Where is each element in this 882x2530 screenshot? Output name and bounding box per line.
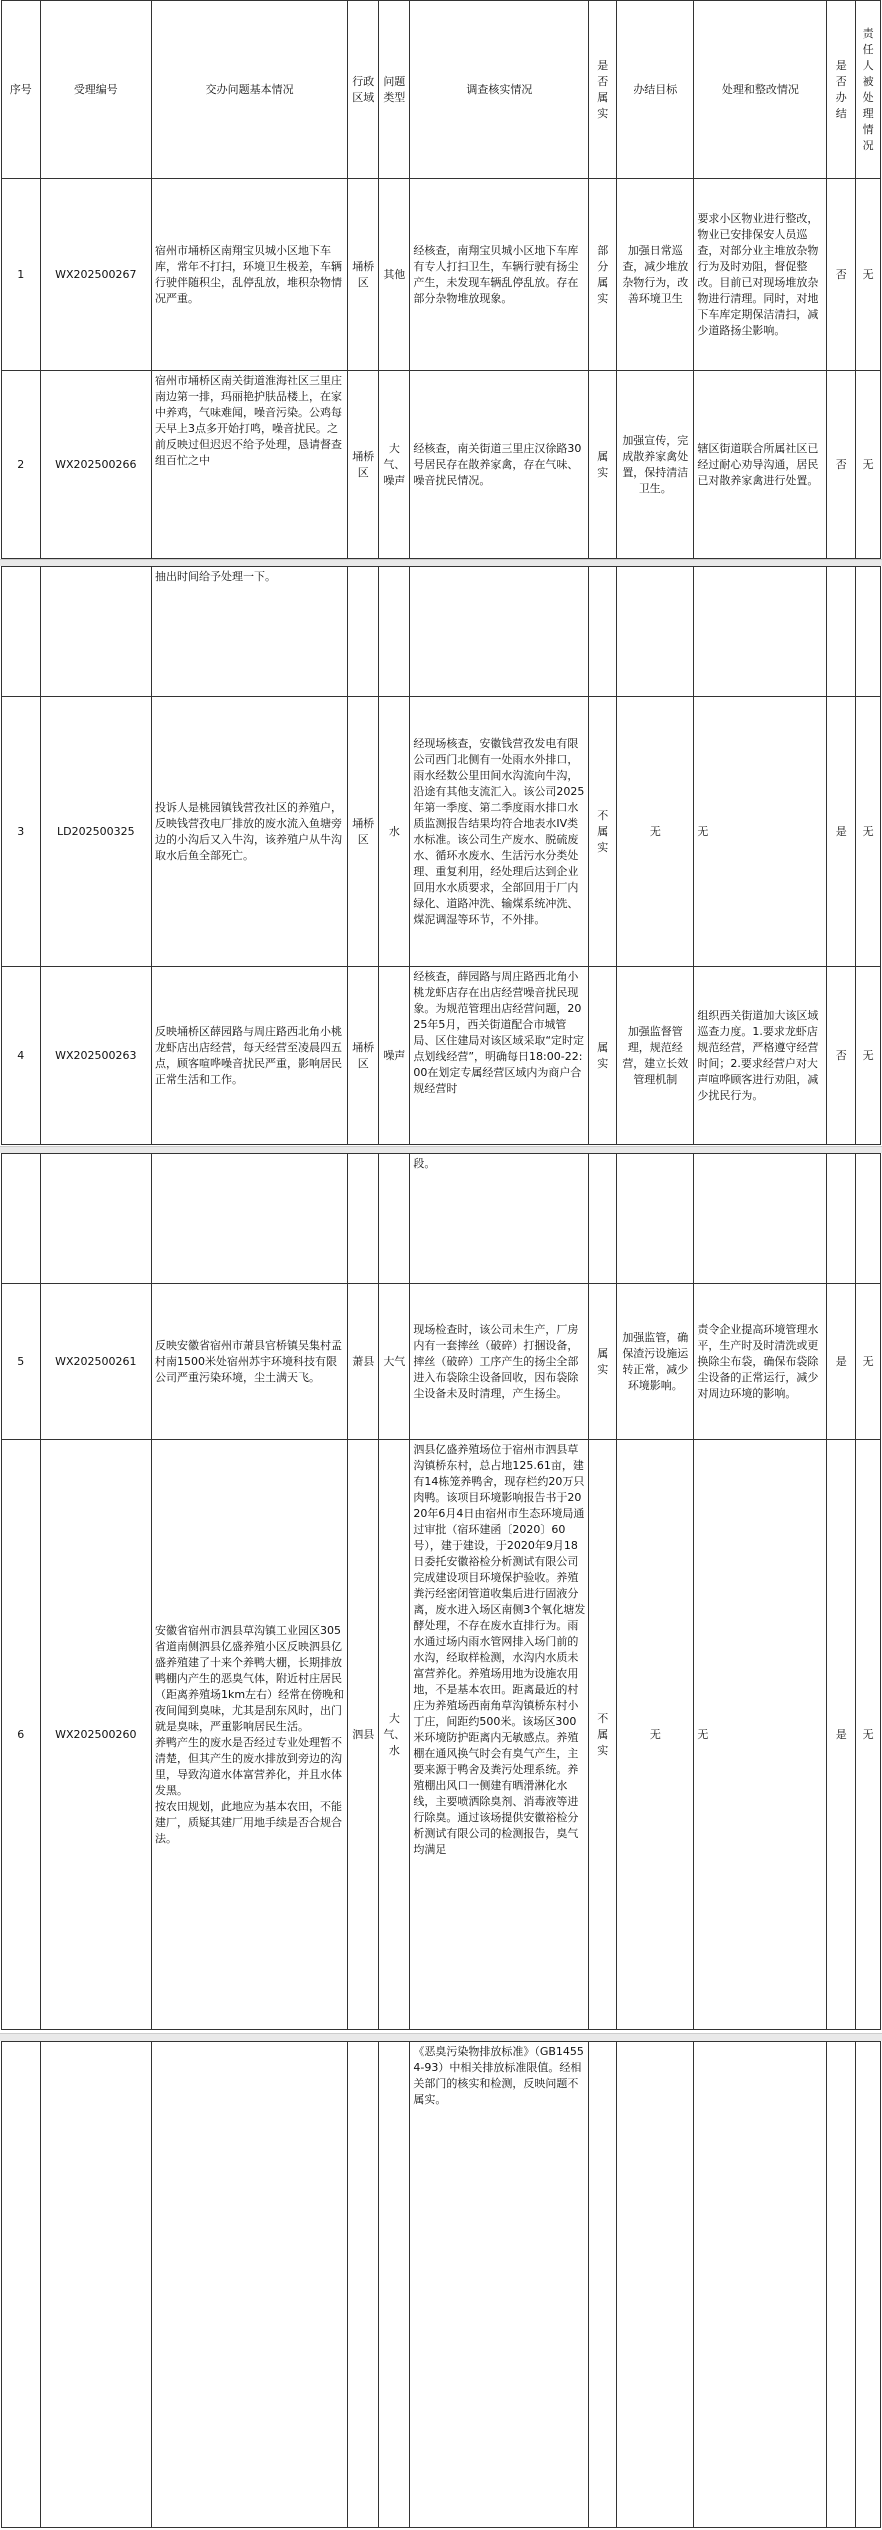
cell-accountability: 无 <box>856 371 881 559</box>
cell-goal: 加强宣传，完成散养家禽处置，保持清洁卫生。 <box>617 371 694 559</box>
table-row <box>2 371 881 559</box>
header-goal: 办结目标 <box>617 1 694 179</box>
cell-id: WX202500260 <box>40 1440 151 2030</box>
header-row <box>2 1 881 179</box>
cell-done: 否 <box>827 967 856 1145</box>
cell-issue: 投诉人是桃园镇钱营孜社区的养殖户，反映钱营孜电厂排放的废水流入鱼塘旁边的小沟后又入牛沟，该养殖户从牛沟取水后鱼全部死亡。 <box>152 697 348 967</box>
cell-accountability: 无 <box>856 967 881 1145</box>
table-row-continued <box>2 1154 881 1284</box>
cell-accountability: 无 <box>856 1284 881 1440</box>
complaint-table-page-1 <box>1 0 881 559</box>
cell-issue-continued: 抽出时间给予处理一下。 <box>152 567 348 697</box>
cell-district: 埇桥区 <box>348 179 379 371</box>
cell-issue: 安徽省宿州市泗县草沟镇工业园区305省道南侧泗县亿盛养殖小区反映泗县亿盛养殖建了十来个养鸭大棚，长期排放鸭棚内产生的恶臭气体，附近村庄居民（距离养殖场1km左右）经常在傍晚和夜间闻到臭味，尤其是刮东风时，出门就是臭味，严重影响居民生活。 养鸭产生的废水是否经过专业处理暂不清楚，但其产生的废水排放到旁边的沟里，导致沟道水体富营养化，并且水体发黑。 按农田规划，此地应为基本农田，不能建厂，质疑其建厂用地手续是否合规合法。 <box>152 1440 348 2030</box>
page-1 <box>0 0 882 559</box>
table-row <box>2 179 881 371</box>
cell-district: 泗县 <box>348 1440 379 2030</box>
cell-accountability: 无 <box>856 1440 881 2030</box>
cell-issue: 反映埇桥区薛园路与周庄路西北角小桃龙虾店出店经营，每天经营至凌晨四五点，顾客喧哗噪音扰民严重，影响居民正常生活和工作。 <box>152 967 348 1145</box>
cell-handling: 要求小区物业进行整改，物业已安排保安人员巡查，对部分业主堆放杂物行为及时劝阻，督促整改。目前已对现场堆放杂物进行清理。同时，对地下车库定期保洁清扫，减少道路扬尘影响。 <box>694 179 827 371</box>
table-row <box>2 697 881 967</box>
cell-id: WX202500267 <box>40 179 151 371</box>
header-verified: 是否属实 <box>589 1 617 179</box>
cell-handling: 组织西关街道加大该区域巡查力度。1.要求龙虾店规范经营，严格遵守经营时间；2.要求经营户对大声喧哗顾客进行劝阻，减少扰民行为。 <box>694 967 827 1145</box>
cell-verified: 属实 <box>589 371 617 559</box>
cell-goal: 加强监管，确保渣污设施运转正常，减少环境影响。 <box>617 1284 694 1440</box>
cell-investigation: 经核查，南翔宝贝城小区地下车库有专人打扫卫生，车辆行驶有扬尘产生，未发现车辆乱停乱放。存在部分杂物堆放现象。 <box>410 179 589 371</box>
header-id: 受理编号 <box>40 1 151 179</box>
header-accountability: 责任人被处理情况 <box>856 1 881 179</box>
cell-handling: 辖区街道联合所属社区已经过耐心劝导沟通，居民已对散养家禽进行处置。 <box>694 371 827 559</box>
cell-id: WX202500266 <box>40 371 151 559</box>
cell-done: 否 <box>827 371 856 559</box>
cell-investigation: 泗县亿盛养殖场位于宿州市泗县草沟镇桥东村，总占地125.61亩，建有14栋笼养鸭舍，现存栏约20万只肉鸭。该项目环境影响报告书于2020年6月4日由宿州市生态环境局通过审批（宿环建函〔2020〕60号），建于建设，于2020年9月18日委托安徽裕检分析测试有限公司完成建设项目环境保护验收。养殖粪污经密闭管道收集后进行固液分离，废水进入场区南侧3个氧化塘发酵处理，不存在废水直排行为。雨水通过场内雨水管网排入场门前的水沟，经取样检测，水沟内水质未富营养化。养殖场用地为设施农用地，不是基本农田。距离最近的村庄为养殖场西南角草沟镇桥东村小丁庄，间距约500米。该场区300米环境防护距离内无敏感点。养殖棚在通风换气时会有臭气产生，主要来源于鸭舍及粪污处理系统。养殖棚出风口一侧建有晒滑淋化水线，主要喷洒除臭剂、消毒液等进行除臭。通过该场提供安徽裕检分析测试有限公司的检测报告，臭气均满足 <box>410 1440 589 2030</box>
header-no: 序号 <box>2 1 41 179</box>
cell-issue: 反映安徽省宿州市萧县官桥镇吴集村孟村南1500米处宿州苏宇环境科技有限公司严重污染环境，尘土满天飞。 <box>152 1284 348 1440</box>
cell-accountability: 无 <box>856 697 881 967</box>
cell-done: 是 <box>827 697 856 967</box>
cell-handling: 责令企业提高环境管理水平，生产时及时清洗或更换除尘布袋，确保布袋除尘设备的正常运行，减少对周边环境的影响。 <box>694 1284 827 1440</box>
cell-id: LD20250032​5 <box>40 697 151 967</box>
cell-investigation: 经核查，薛园路与周庄路西北角小桃龙虾店存在出店经营噪音扰民现象。为规范管理出店经营问题，2025年5月，西关街道配合市城管局、区住建局对该区域采取“定时定点划线经营”，明确每日18:00-22:00在划定专属经营区域内为商户合规经营时 <box>410 967 589 1145</box>
cell-no: 6 <box>2 1440 41 2030</box>
header-type: 问题类型 <box>379 1 410 179</box>
cell-type: 大气、噪声 <box>379 371 410 559</box>
cell-handling: 无 <box>694 697 827 967</box>
cell-investigation: 经现场核查，安徽钱营孜发电有限公司西门北侧有一处雨水外排口，雨水经数公里田间水沟流向牛沟，沿途有其他支流汇入。该公司2025年第一季度、第二季度雨水排口水质监测报告结果均符合地表水IV类水标准。该公司生产废水、脱硫废水、循环水废水、生活污水分类处理、重复利用，经处理后达到企业回用水水质要求，全部回用于厂内绿化、道路冲洗、输煤系统冲洗、煤泥调湿等环节，不外排。 <box>410 697 589 967</box>
complaint-table-page-2 <box>1 566 881 1145</box>
cell-done: 否 <box>827 179 856 371</box>
page-2 <box>0 566 882 1145</box>
cell-goal: 无 <box>617 1440 694 2030</box>
cell-verified: 不属实 <box>589 697 617 967</box>
cell-investigation: 经核查，南关街道三里庄汉徐路30号居民存在散养家禽，存在气味、噪音扰民情况。 <box>410 371 589 559</box>
cell-type: 大气 <box>379 1284 410 1440</box>
cell-issue: 宿州市埇桥区南关街道淮海社区三里庄南边第一排，玛丽艳护肤品楼上，在家中养鸡，气味难闻，噪音污染。公鸡每天早上3点多开始打鸣，噪音扰民。之前反映过但迟迟不给予处理，恳请督查组百忙之中 <box>152 371 348 559</box>
complaint-table-page-4 <box>1 2041 881 2528</box>
cell-no: 5 <box>2 1284 41 1440</box>
cell-id: WX202500261 <box>40 1284 151 1440</box>
cell-no: 3 <box>2 697 41 967</box>
cell-handling: 无 <box>694 1440 827 2030</box>
cell-investigation: 现场检查时，该公司未生产，厂房内有一套摔丝（破碎）打捆设备，摔丝（破碎）工序产生的扬尘全部进入布袋除尘设备回收，因布袋除尘设备未及时清理，产生扬尘。 <box>410 1284 589 1440</box>
cell-accountability: 无 <box>856 179 881 371</box>
cell-goal: 加强监督管理，规范经营，建立长效管理机制 <box>617 967 694 1145</box>
cell-verified: 部分属实 <box>589 179 617 371</box>
cell-district: 埇桥区 <box>348 697 379 967</box>
complaint-table-page-3 <box>1 1153 881 2030</box>
table-row <box>2 1284 881 1440</box>
cell-investigation-continued: 《恶臭污染物排放标准》（GB14554-93）中相关排放标准限值。经相关部门的核实和检测，反映问题不属实。 <box>410 2042 589 2528</box>
cell-district: 萧县 <box>348 1284 379 1440</box>
table-row <box>2 1440 881 2030</box>
cell-type: 大气、水 <box>379 1440 410 2030</box>
page-4 <box>0 2041 882 2528</box>
header-investigation: 调查核实情况 <box>410 1 589 179</box>
table-row <box>2 967 881 1145</box>
cell-verified: 不属实 <box>589 1440 617 2030</box>
page-3 <box>0 1153 882 2030</box>
cell-type: 噪声 <box>379 967 410 1145</box>
header-done: 是否办结 <box>827 1 856 179</box>
cell-type: 水 <box>379 697 410 967</box>
header-district: 行政区域 <box>348 1 379 179</box>
cell-district: 埇桥区 <box>348 967 379 1145</box>
header-handling: 处理和整改情况 <box>694 1 827 179</box>
cell-done: 是 <box>827 1284 856 1440</box>
table-row-continued <box>2 567 881 697</box>
cell-verified: 属实 <box>589 1284 617 1440</box>
table-row-continued <box>2 2042 881 2528</box>
cell-done: 是 <box>827 1440 856 2030</box>
cell-no: 1 <box>2 179 41 371</box>
cell-district: 埇桥区 <box>348 371 379 559</box>
cell-investigation-continued: 段。 <box>410 1154 589 1284</box>
cell-type: 其他 <box>379 179 410 371</box>
cell-no: 4 <box>2 967 41 1145</box>
cell-verified: 属实 <box>589 967 617 1145</box>
cell-issue: 宿州市埇桥区南翔宝贝城小区地下车库，常年不打扫，环境卫生极差，车辆行驶伴随积尘，乱停乱放，堆积杂物情况严重。 <box>152 179 348 371</box>
cell-no: 2 <box>2 371 41 559</box>
cell-goal: 无 <box>617 697 694 967</box>
cell-goal: 加强日常巡查，减少堆放杂物行为，改善环境卫生 <box>617 179 694 371</box>
cell-id: WX202500263 <box>40 967 151 1145</box>
header-issue: 交办问题基本情况 <box>152 1 348 179</box>
